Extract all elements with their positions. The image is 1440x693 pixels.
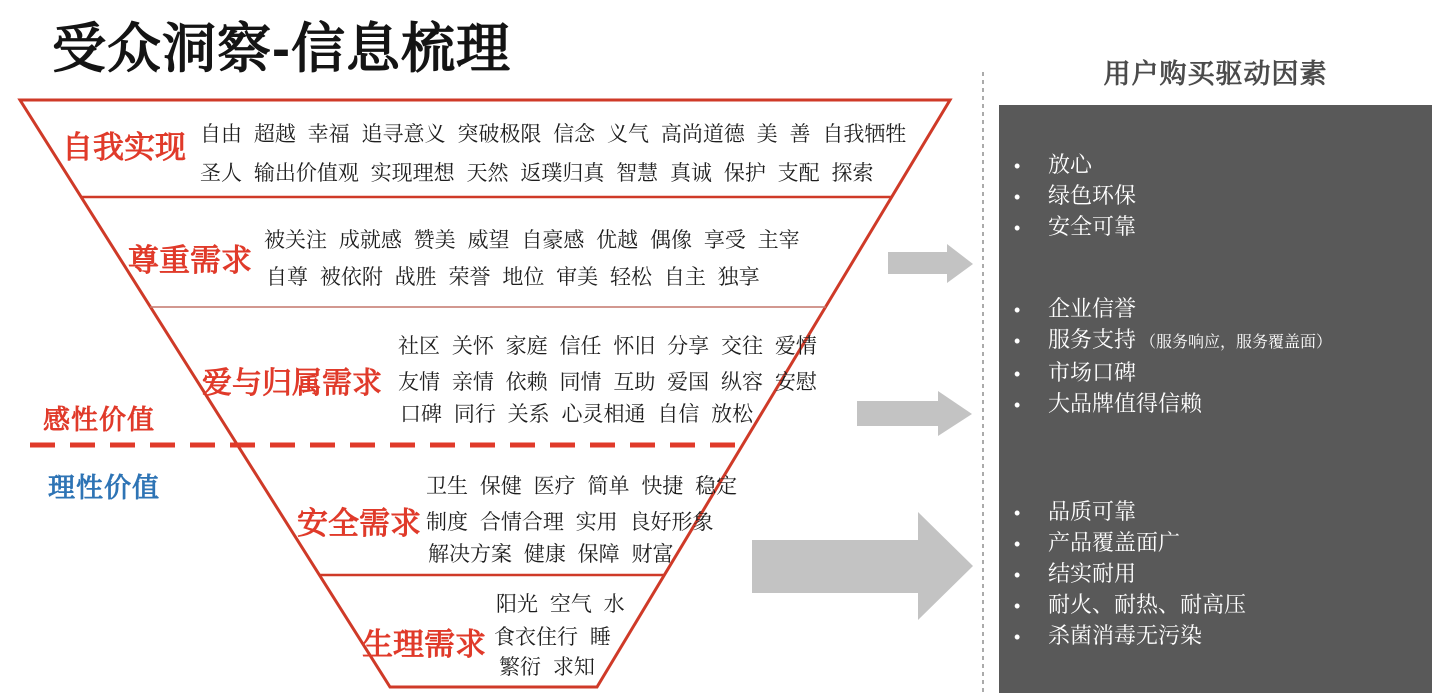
driver-item-text: 结实耐用	[1048, 561, 1137, 586]
list-item	[1014, 325, 1332, 358]
driver-item-text: 市场口碑	[1048, 360, 1137, 385]
list-item	[1014, 559, 1246, 590]
list-item	[1014, 528, 1246, 559]
right-panel-title: 用户购买驱动因素	[1103, 59, 1328, 89]
level-label-love-belonging: 爱与归属需求	[202, 367, 382, 400]
list-item	[1014, 150, 1136, 181]
bullet-icon: •	[1014, 534, 1021, 554]
level-keywords: 友情 亲情 依赖 同情 互助 爱国 纵容 安慰	[398, 371, 817, 394]
bullet-icon: •	[1014, 503, 1021, 523]
driver-item-text: 产品覆盖面广	[1048, 530, 1181, 555]
list-item	[1014, 358, 1332, 389]
arrow-medium-icon	[857, 391, 972, 436]
list-item	[1014, 497, 1246, 528]
arrow-large-icon	[752, 512, 973, 620]
bullet-icon: •	[1014, 331, 1021, 351]
level-label-safety: 安全需求	[297, 506, 421, 541]
driver-group-reputation	[1014, 294, 1332, 420]
bullet-icon: •	[1014, 627, 1021, 647]
level-label-self-actualization: 自我实现	[62, 130, 186, 165]
level-keywords: 社区 关怀 家庭 信任 怀旧 分享 交往 爱情	[398, 335, 817, 358]
bullet-icon: •	[1014, 218, 1021, 238]
bullet-icon: •	[1014, 596, 1021, 616]
level-label-esteem: 尊重需求	[128, 243, 252, 278]
driver-item-text: 放心	[1048, 152, 1093, 177]
list-item	[1014, 212, 1136, 243]
driver-item-text: 大品牌值得信赖	[1048, 391, 1203, 416]
level-keywords: 圣人 输出价值观 实现理想 天然 返璞归真 智慧 真诚 保护 支配 探索	[200, 162, 874, 185]
arrow-small-icon	[888, 244, 973, 283]
emotional-value-label: 感性价值	[43, 405, 155, 435]
level-keywords: 自由 超越 幸福 追寻意义 突破极限 信念 义气 高尚道德 美 善 自我牺牲	[200, 123, 907, 146]
driver-group-quality	[1014, 497, 1246, 652]
list-item	[1014, 294, 1332, 325]
driver-item-text: 品质可靠	[1048, 499, 1137, 524]
driver-item-text: 企业信誉	[1048, 296, 1137, 321]
level-keywords: 被关注 成就感 赞美 威望 自豪感 优越 偶像 享受 主宰	[264, 229, 800, 252]
bullet-icon: •	[1014, 565, 1021, 585]
driver-item-note: （服务响应，服务覆盖面）	[1140, 334, 1333, 351]
driver-group-safety-assurance	[1014, 150, 1136, 243]
level-keywords: 阳光 空气 水	[496, 593, 625, 616]
list-item	[1014, 590, 1246, 621]
level-keywords: 自尊 被依附 战胜 荣誉 地位 审美 轻松 自主 独享	[266, 266, 760, 289]
level-label-physiological: 生理需求	[362, 627, 486, 662]
driver-item-text: 服务支持	[1048, 327, 1137, 352]
level-keywords: 解决方案 健康 保障 财富	[428, 543, 674, 566]
driver-item-text: 绿色环保	[1048, 183, 1137, 208]
list-item	[1014, 389, 1332, 420]
bullet-icon: •	[1014, 187, 1021, 207]
list-item	[1014, 181, 1136, 212]
level-keywords: 口碑 同行 关系 心灵相通 自信 放松	[400, 403, 754, 426]
bullet-icon: •	[1014, 156, 1021, 176]
driver-item-text: 耐火、耐热、耐高压	[1048, 592, 1247, 617]
level-keywords: 制度 合情合理 实用 良好形象	[426, 511, 714, 534]
bullet-icon: •	[1014, 300, 1021, 320]
driver-item-text: 杀菌消毒无污染	[1048, 623, 1203, 648]
bullet-icon: •	[1014, 364, 1021, 384]
rational-value-label: 理性价值	[48, 473, 160, 503]
page-title: 受众洞察-信息梳理	[52, 19, 511, 79]
level-keywords: 食衣住行 睡	[494, 626, 611, 649]
bullet-icon: •	[1014, 395, 1021, 415]
level-keywords: 繁衍 求知	[499, 656, 595, 679]
list-item	[1014, 621, 1246, 652]
level-keywords: 卫生 保健 医疗 简单 快捷 稳定	[426, 475, 738, 498]
driver-item-text: 安全可靠	[1048, 214, 1137, 239]
